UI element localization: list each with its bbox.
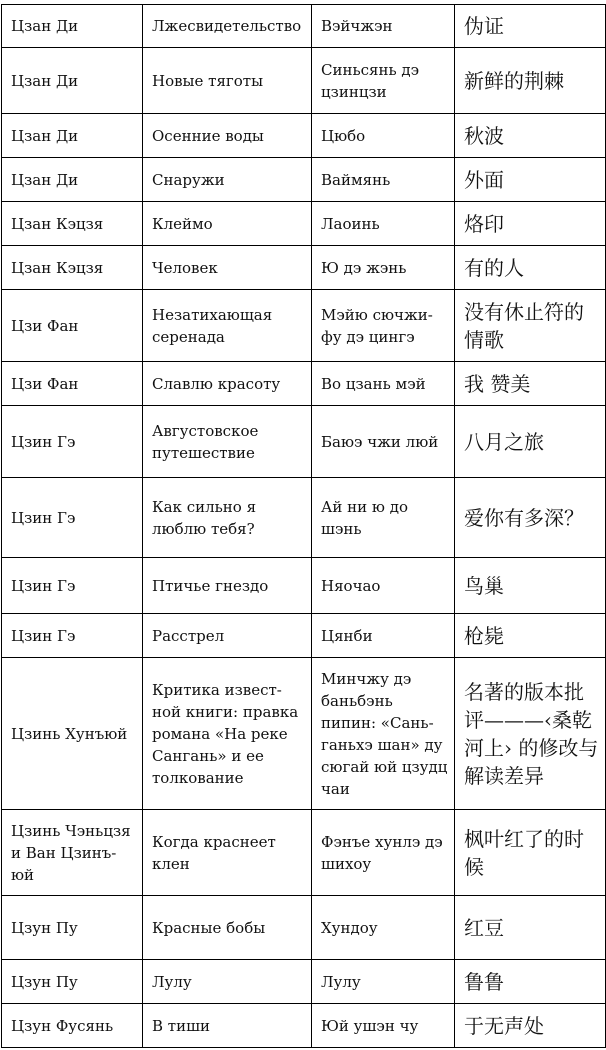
transliteration-cell: Цюбо [312, 114, 455, 158]
transliteration-cell: Лулу [312, 960, 455, 1004]
table-row [2, 246, 606, 290]
title-zh-cell: 枫叶红了的时候 [455, 810, 606, 896]
title-ru-cell: Осенние воды [143, 114, 312, 158]
title-ru-cell: Человек [143, 246, 312, 290]
title-ru-cell: Как сильно я люблю тебя? [143, 478, 312, 558]
title-zh-cell: 枪毙 [455, 614, 606, 658]
title-zh-cell: 爱你有多深？ [455, 478, 606, 558]
title-ru-cell: Красные бобы [143, 896, 312, 960]
transliteration-cell: Хундоу [312, 896, 455, 960]
transliteration-cell: Минчжу дэ баньбэнь пипин: «Сань-ганьхэ шан» ду сюгай юй цзудц чаи [312, 658, 455, 810]
title-ru-cell: Снаружи [143, 158, 312, 202]
title-ru-cell: Критика извест-ной книги: правка романа «На реке Сангань» и ее толкование [143, 658, 312, 810]
table-row [2, 896, 606, 960]
table-row [2, 810, 606, 896]
author-cell: Цзин Гэ [2, 478, 143, 558]
title-ru-cell: Лулу [143, 960, 312, 1004]
title-zh-cell: 秋波 [455, 114, 606, 158]
author-cell: Цзан Ди [2, 114, 143, 158]
titles-table [1, 4, 606, 1048]
title-zh-cell: 名著的版本批评———‹桑乾河上› 的修改与解读差异 [455, 658, 606, 810]
table-row [2, 202, 606, 246]
author-cell: Цзун Пу [2, 896, 143, 960]
author-cell: Цзун Пу [2, 960, 143, 1004]
transliteration-cell: Во цзань мэй [312, 362, 455, 406]
table-row [2, 362, 606, 406]
table-row [2, 960, 606, 1004]
title-zh-cell: 新鲜的荆棘 [455, 48, 606, 114]
titles-table-body [2, 5, 606, 1048]
table-row [2, 290, 606, 362]
title-zh-cell: 于无声处 [455, 1004, 606, 1048]
table-row [2, 48, 606, 114]
transliteration-cell: Вэйчжэн [312, 5, 455, 48]
title-zh-cell: 有的人 [455, 246, 606, 290]
table-row [2, 114, 606, 158]
author-cell: Цзинь Чэньцзя и Ван Цзинъ-юй [2, 810, 143, 896]
transliteration-cell: Ай ни ю до шэнь [312, 478, 455, 558]
title-ru-cell: Птичье гнездо [143, 558, 312, 614]
title-zh-cell: 烙印 [455, 202, 606, 246]
transliteration-cell: Ваймянь [312, 158, 455, 202]
author-cell: Цзин Гэ [2, 406, 143, 478]
title-ru-cell: Расстрел [143, 614, 312, 658]
title-zh-cell: 鲁鲁 [455, 960, 606, 1004]
author-cell: Цзин Гэ [2, 558, 143, 614]
author-cell: Цзан Ди [2, 5, 143, 48]
author-cell: Цзинь Хунъюй [2, 658, 143, 810]
transliteration-cell: Няочао [312, 558, 455, 614]
transliteration-cell: Юй ушэн чу [312, 1004, 455, 1048]
title-ru-cell: Новые тяготы [143, 48, 312, 114]
title-zh-cell: 外面 [455, 158, 606, 202]
transliteration-cell: Баюэ чжи люй [312, 406, 455, 478]
transliteration-cell: Фэнъе хунлэ дэ шихоу [312, 810, 455, 896]
author-cell: Цзан Ди [2, 158, 143, 202]
author-cell: Цзи Фан [2, 290, 143, 362]
transliteration-cell: Ю дэ жэнь [312, 246, 455, 290]
table-row [2, 478, 606, 558]
author-cell: Цзун Фусянь [2, 1004, 143, 1048]
author-cell: Цзан Кэцзя [2, 246, 143, 290]
title-zh-cell: 没有休止符的情歌 [455, 290, 606, 362]
table-row [2, 614, 606, 658]
author-cell: Цзан Ди [2, 48, 143, 114]
table-row [2, 5, 606, 48]
title-zh-cell: 伪证 [455, 5, 606, 48]
title-zh-cell: 红豆 [455, 896, 606, 960]
transliteration-cell: Мэйю сючжи-фу дэ цингэ [312, 290, 455, 362]
author-cell: Цзи Фан [2, 362, 143, 406]
table-row [2, 406, 606, 478]
title-zh-cell: 八月之旅 [455, 406, 606, 478]
title-zh-cell: 鸟巢 [455, 558, 606, 614]
author-cell: Цзин Гэ [2, 614, 143, 658]
title-ru-cell: Лжесвидетельство [143, 5, 312, 48]
transliteration-cell: Цянби [312, 614, 455, 658]
title-ru-cell: Клеймо [143, 202, 312, 246]
table-row [2, 158, 606, 202]
author-cell: Цзан Кэцзя [2, 202, 143, 246]
table-row [2, 1004, 606, 1048]
title-ru-cell: Славлю красоту [143, 362, 312, 406]
transliteration-cell: Синьсянь дэ цзинцзи [312, 48, 455, 114]
title-zh-cell: 我 赞美 [455, 362, 606, 406]
title-ru-cell: Незатихающая серенада [143, 290, 312, 362]
title-ru-cell: Августовское путешествие [143, 406, 312, 478]
table-row [2, 658, 606, 810]
table-row [2, 558, 606, 614]
transliteration-cell: Лаоинь [312, 202, 455, 246]
title-ru-cell: Когда краснеет клен [143, 810, 312, 896]
title-ru-cell: В тиши [143, 1004, 312, 1048]
